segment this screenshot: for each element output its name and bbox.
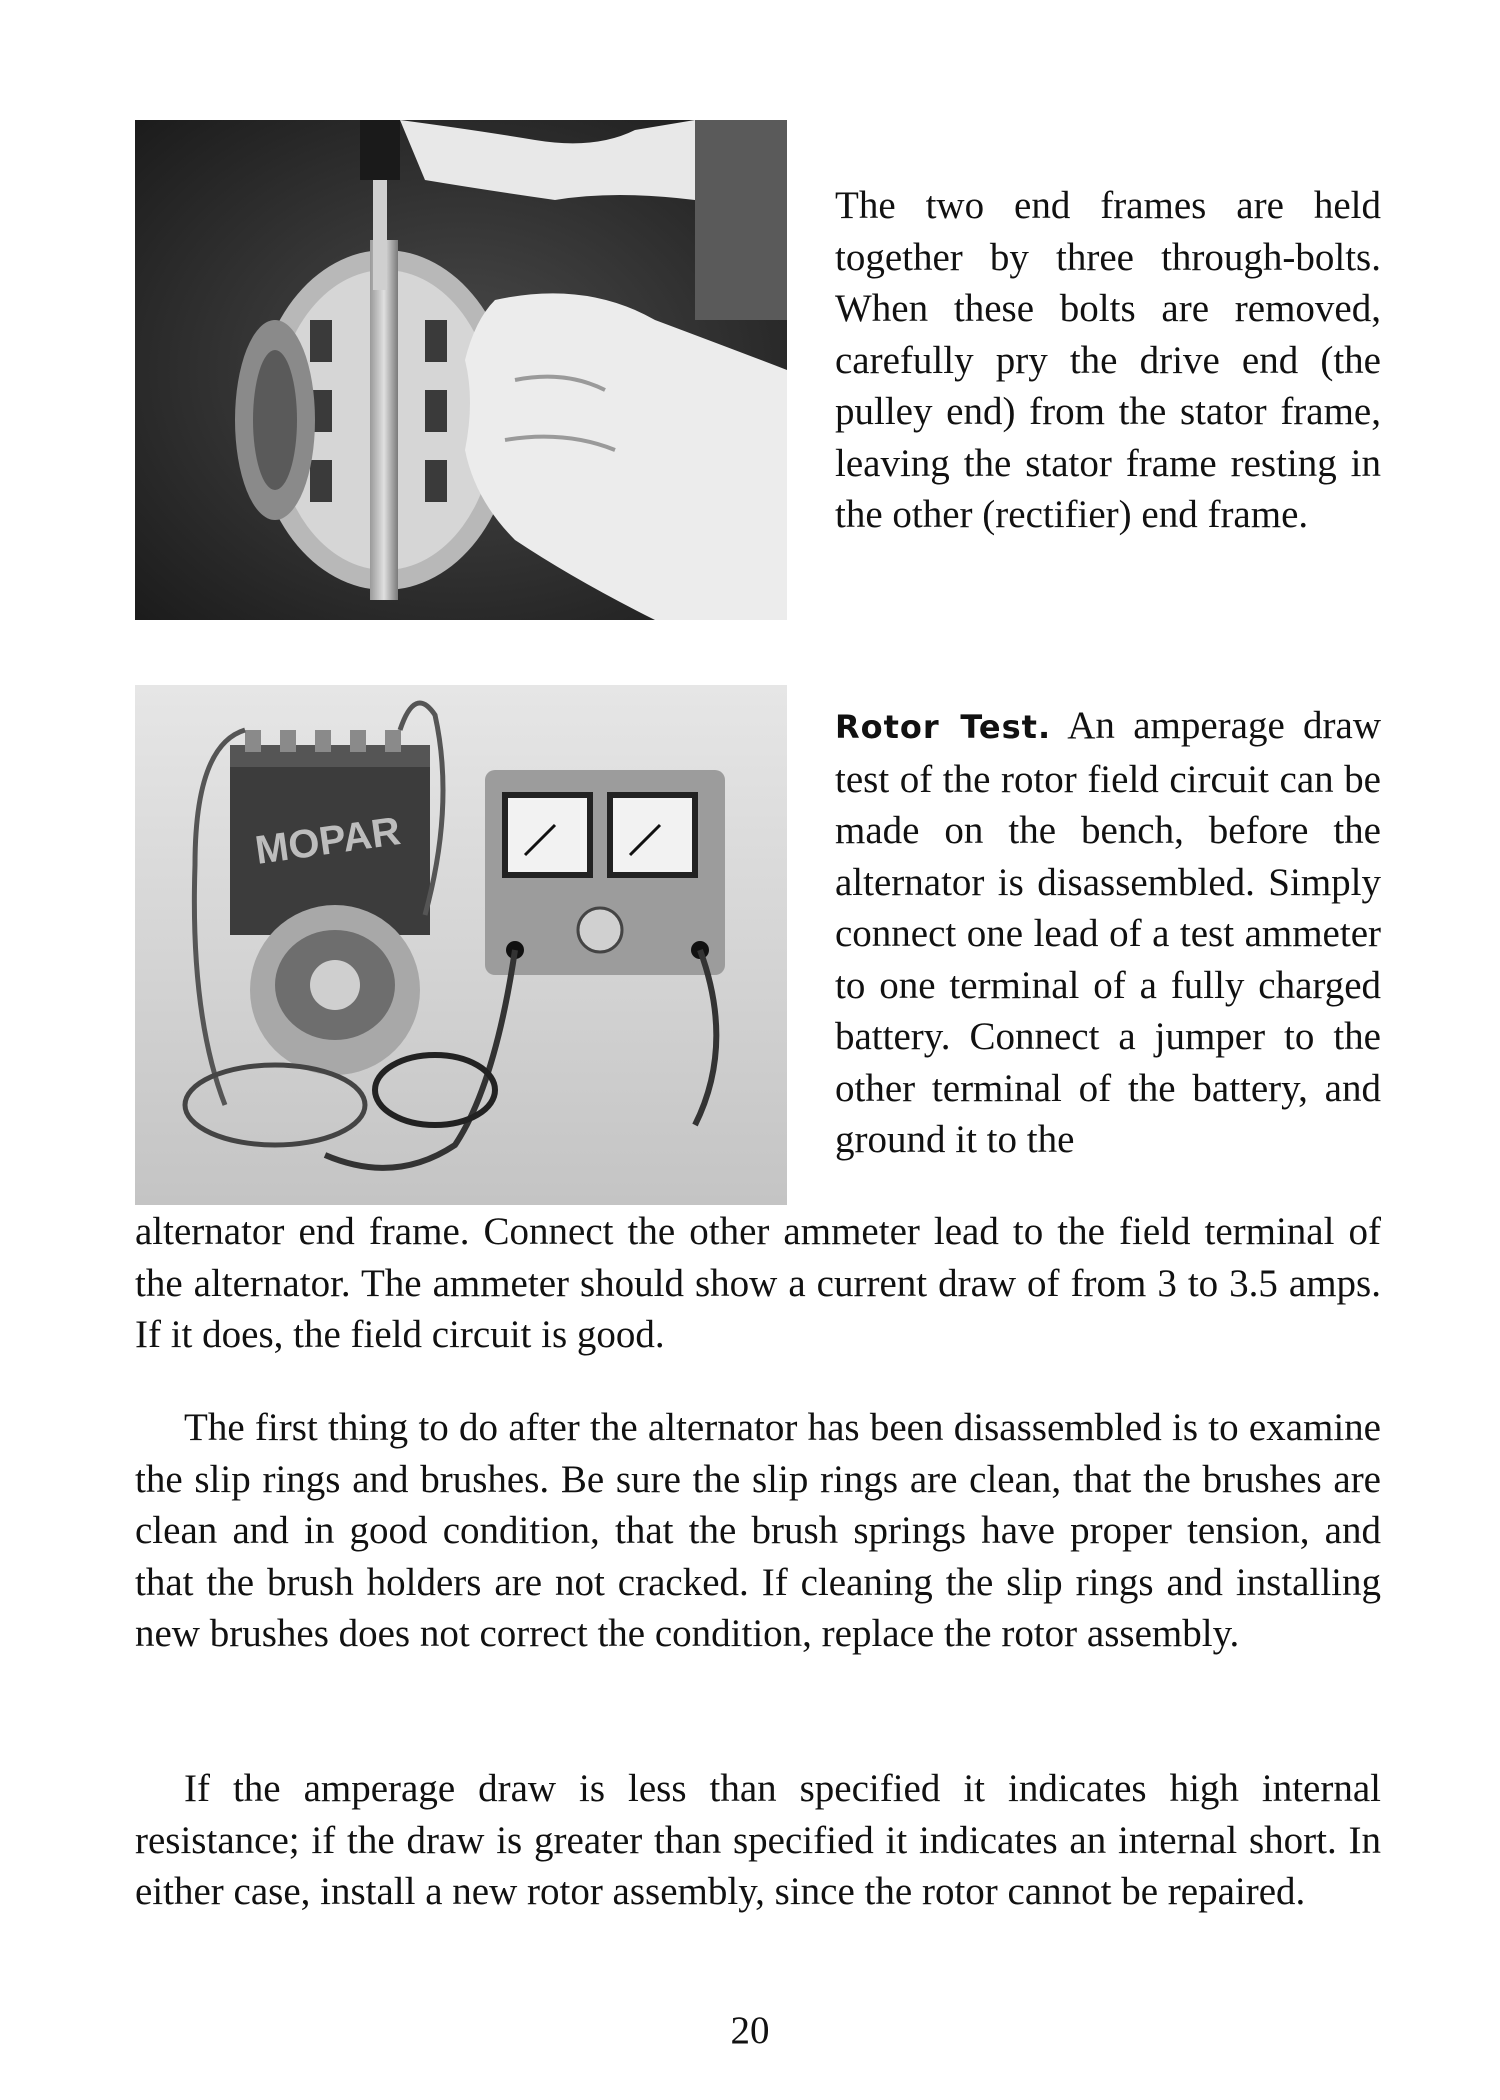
end-frames-text: The two end frames are held together by three through-bolts. When these bolts are removed, carefully pry the drive end (the pulley end) from the stator frame, leaving the stator frame resting in the other (rectifier) end frame. xyxy=(835,184,1381,536)
rotor-test-heading: Rotor Test. xyxy=(835,708,1052,746)
rotor-test-photo xyxy=(135,685,787,1205)
rotor-test-text: An amperage draw test of the rotor field circuit can be made on the bench, before the alternator is disassembled. Simply connect one lead of a test ammeter to one terminal of a fully charged battery. Connect a jumper to the other terminal of the battery, and ground it to the xyxy=(835,704,1381,1161)
slip-rings-paragraph: The first thing to do after the alternator has been disassembled is to examine the slip rings and brushes. Be sure the slip rings are clean, that the brushes are clean and in good condition, that the brush springs have proper tension, and that the brush holders are not cracked. If cleaning the slip rings and installing new brushes does not correct the condition, replace the rotor assembly. xyxy=(135,1406,1381,1655)
page-number: 20 xyxy=(730,2009,770,2052)
end-frames-paragraph xyxy=(835,180,1381,541)
alternator-disassembly-photo xyxy=(135,120,787,620)
amperage-draw-paragraph: If the amperage draw is less than specified it indicates high internal resistance; if the draw is greater than specified it indicates an internal short. In either case, install a new rotor assembly, since the rotor cannot be repaired. xyxy=(135,1767,1381,1913)
rotor-test-continued-text: alternator end frame. Connect the other ammeter lead to the field terminal of the alternator. The ammeter should show a current draw of from 3 to 3.5 amps. If it does, the field circuit is good. xyxy=(135,1210,1381,1356)
rotor-test-paragraph xyxy=(835,700,1381,1166)
battery-brand-text: MOPAR xyxy=(252,809,404,873)
